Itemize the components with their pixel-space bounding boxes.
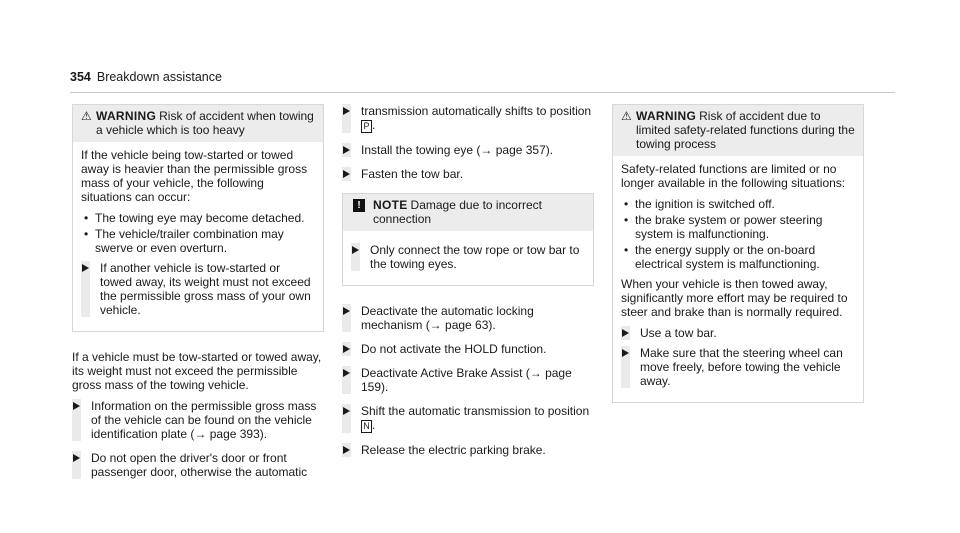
step-item: Information on the permissible gross mass of the vehicle can be found on the vehicle identification plate (→ page 393). xyxy=(72,399,324,441)
warning-header xyxy=(613,105,863,156)
step-arrow-icon xyxy=(81,261,90,317)
step-arrow-icon xyxy=(621,346,630,388)
warning-triangle-icon: ⚠ xyxy=(621,109,632,123)
step-arrow-icon xyxy=(621,326,630,340)
step-item: Deactivate the automatic locking mechanism (→ page 63). xyxy=(342,304,594,332)
warning-label: WARNING xyxy=(96,109,157,123)
warning-title: Risk of accident when towing a vehicle which is too heavy xyxy=(96,109,314,137)
step-item: Install the towing eye (→ page 357). xyxy=(342,143,594,157)
page-header xyxy=(70,70,895,93)
list-item: • The vehicle/trailer combination may swerve or even overturn. xyxy=(81,227,315,255)
page-number: 354 xyxy=(70,70,91,84)
step-item: Deactivate Active Brake Assist (→ page 159). xyxy=(342,366,594,394)
column-2 xyxy=(342,104,594,467)
step-arrow-icon xyxy=(72,399,81,441)
note-box xyxy=(342,193,594,286)
warning-title: Risk of accident due to limited safety-related functions during the towing process xyxy=(636,109,855,151)
step-arrow-icon xyxy=(342,443,351,457)
step-bar xyxy=(342,104,351,133)
list-item: • The towing eye may become detached. xyxy=(81,211,315,225)
warning-step: If another vehicle is tow-started or towed away, its weight must not exceed the permissible gross mass of your own vehicle. xyxy=(81,261,315,317)
warning-triangle-icon: ⚠ xyxy=(81,109,92,123)
warning-box-safety xyxy=(612,104,864,403)
section-title: Breakdown assistance xyxy=(96,70,222,84)
warning-paragraph: If the vehicle being tow-started or towed away is heavier than the permissible gross mass of your vehicle, the following situations can occur: xyxy=(81,148,308,204)
step-item: Release the electric parking brake. xyxy=(342,443,594,457)
list-item: • the energy supply or the on-board electrical system is malfunctioning. xyxy=(621,243,855,271)
step-item: Do not open the driver's door or front passenger door, otherwise the automatic xyxy=(72,451,324,479)
list-item: • the ignition is switched off. xyxy=(621,197,855,211)
warning-paragraph: When your vehicle is then towed away, significantly more effort may be required to steer and brake than is normally required. xyxy=(621,277,848,319)
warning-paragraph: Safety-related functions are limited or no longer available in the following situations: xyxy=(621,162,846,190)
warning-box-tow-weight xyxy=(72,104,324,332)
step-arrow-icon xyxy=(342,167,351,181)
column-3 xyxy=(612,104,864,413)
gear-n-symbol: N xyxy=(361,420,372,433)
note-title: Damage due to incorrect connection xyxy=(373,198,542,226)
step-continuation: transmission automatically shifts to position P . xyxy=(342,104,594,133)
step-item: Do not activate the HOLD function. xyxy=(342,342,594,356)
warning-header xyxy=(73,105,323,142)
step-arrow-icon xyxy=(342,143,351,157)
warning-bullets xyxy=(81,211,315,255)
note-step: Only connect the tow rope or tow bar to the towing eyes. xyxy=(351,243,585,271)
note-label: NOTE xyxy=(373,198,408,212)
step-item: Shift the automatic transmission to position N . xyxy=(342,404,594,433)
gear-p-symbol: P xyxy=(361,120,372,133)
exclamation-icon: ! xyxy=(353,199,365,212)
column-1 xyxy=(72,104,324,489)
step-arrow-icon xyxy=(72,451,81,479)
step-arrow-icon xyxy=(342,304,351,332)
step-arrow-icon xyxy=(342,342,351,356)
warning-label: WARNING xyxy=(636,109,697,123)
body-paragraph: If a vehicle must be tow-started or towed away, its weight must not exceed the permissible gross mass of the towing vehicle. xyxy=(72,350,322,392)
step-arrow-icon xyxy=(342,404,351,433)
step-item: Fasten the tow bar. xyxy=(342,167,594,181)
list-item: • the brake system or power steering system is malfunctioning. xyxy=(621,213,855,241)
step-arrow-icon xyxy=(351,243,360,271)
warning-step: Use a tow bar. xyxy=(621,326,855,340)
warning-step: Make sure that the steering wheel can move freely, before towing the vehicle away. xyxy=(621,346,855,388)
warning-bullets xyxy=(621,197,855,271)
note-header xyxy=(343,194,593,231)
step-arrow-icon xyxy=(342,366,351,394)
